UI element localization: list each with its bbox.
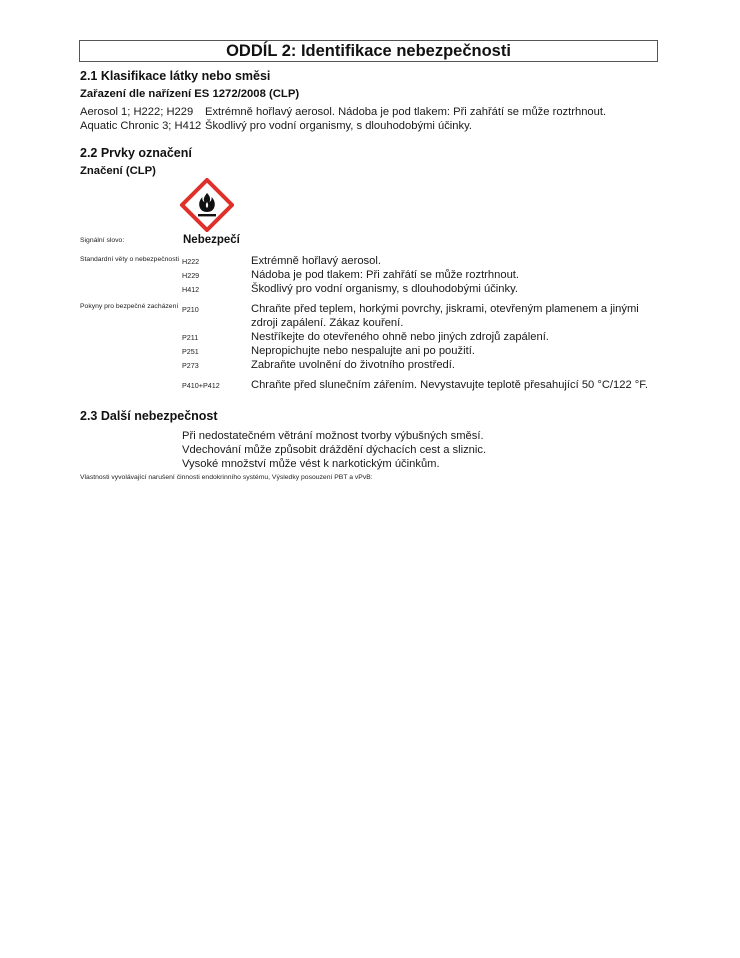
section-header-box	[79, 40, 658, 62]
other-hazard-line-2: Vdechování může způsobit dráždění dýchacích cest a sliznic.	[182, 444, 487, 456]
precaution-text-p410-p412: Chraňte před slunečním zářením. Nevystavujte teplotě přesahující 50 °C/122 °F.	[251, 379, 648, 391]
other-hazard-line-1: Při nedostatečném větrání možnost tvorby výbušných směsí.	[182, 430, 484, 442]
classification-text-1: Extrémně hořlavý aerosol. Nádoba je pod tlakem: Při zahřátí se může roztrhnout.	[205, 106, 607, 118]
precautionary-statements-label: Pokyny pro bezpečné zacházení	[80, 303, 179, 310]
precaution-text-p273: Zabraňte uvolnění do životního prostředí.	[251, 359, 455, 371]
subheading-clp-classification: Zařazení dle nařízení ES 1272/2008 (CLP)	[80, 88, 300, 100]
hazard-code-h222: H222	[182, 257, 200, 266]
subheading-clp-labelling: Značení (CLP)	[80, 165, 156, 177]
signal-word: Nebezpečí	[183, 234, 240, 246]
hazard-code-h412: H412	[182, 285, 200, 294]
precaution-code-p210: P210	[182, 305, 199, 314]
precaution-text-p251: Nepropichujte nebo nespalujte ani po použití.	[251, 345, 475, 357]
heading-2-3: 2.3 Další nebezpečnost	[80, 409, 218, 423]
section-title: ODDÍL 2: Identifikace nebezpečnosti	[226, 42, 511, 60]
endocrine-pbt-footnote: Vlastnosti vyvolávající narušení činnosti endokrinního systému, Výsledky posouzení PBT a vPvB:	[80, 474, 373, 481]
precaution-code-p251: P251	[182, 347, 199, 356]
precaution-code-p211: P211	[182, 333, 199, 342]
classification-code-2: Aquatic Chronic 3; H412	[80, 120, 202, 132]
heading-2-1: 2.1 Klasifikace látky nebo směsi	[80, 69, 271, 83]
flame-pictogram-icon	[180, 178, 234, 232]
other-hazard-line-3: Vysoké množství může vést k narkotickým účinkům.	[182, 458, 440, 470]
precaution-text-p211: Nestříkejte do otevřeného ohně nebo jiných zdrojů zapálení.	[251, 331, 549, 343]
heading-2-2: 2.2 Prvky označení	[80, 146, 192, 160]
hazard-text-h412: Škodlivý pro vodní organismy, s dlouhodobými účinky.	[251, 283, 518, 295]
precaution-code-p273: P273	[182, 361, 199, 370]
classification-text-2: Škodlivý pro vodní organismy, s dlouhodobými účinky.	[205, 120, 472, 132]
precaution-text-p210-line1: Chraňte před teplem, horkými povrchy, jiskrami, otevřeným plamenem a jinými	[251, 303, 639, 315]
signal-word-label: Signální slovo:	[80, 237, 125, 244]
hazard-code-h229: H229	[182, 271, 200, 280]
precaution-text-p210-line2: zdroji zapálení. Zákaz kouření.	[251, 317, 404, 329]
hazard-statements-label: Standardní věty o nebezpečnosti	[80, 256, 179, 263]
classification-code-1: Aerosol 1; H222; H229	[80, 106, 194, 118]
hazard-text-h229: Nádoba je pod tlakem: Při zahřátí se může roztrhnout.	[251, 269, 520, 281]
precaution-code-p410-p412: P410+P412	[182, 381, 220, 390]
hazard-text-h222: Extrémně hořlavý aerosol.	[251, 255, 381, 267]
